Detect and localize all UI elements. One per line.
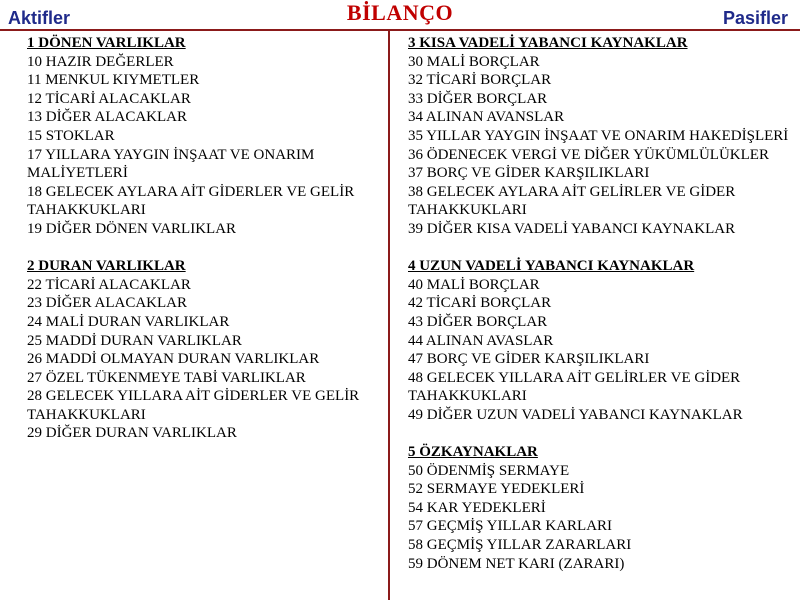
- assets-column: [27, 34, 382, 462]
- section-title: 1 DÖNEN VARLIKLAR: [27, 35, 186, 51]
- list-item: 17 YILLARA YAYGIN İNŞAAT VE ONARIM MALİYETLERİ: [27, 146, 315, 182]
- list-item: 25 MADDİ DURAN VARLIKLAR: [27, 332, 242, 349]
- section-short-term-liabilities: [408, 34, 796, 239]
- liabilities-header: Pasifler: [722, 8, 788, 28]
- list-item: 37 BORÇ VE GİDER KARŞILIKLARI: [408, 165, 650, 182]
- list-item: 39 DİĞER KISA VADELİ YABANCI KAYNAKLAR: [408, 220, 736, 237]
- header-divider: [0, 29, 800, 31]
- list-item: 54 KAR YEDEKLERİ: [408, 499, 546, 516]
- section-current-assets: [27, 34, 382, 239]
- list-item: 11 MENKUL KIYMETLER: [27, 72, 200, 89]
- list-item: 22 TİCARİ ALACAKLAR: [27, 276, 191, 293]
- list-item: 40 MALİ BORÇLAR: [408, 276, 540, 293]
- section-equity: [408, 443, 796, 573]
- list-item: 18 GELECEK AYLARA AİT GİDERLER VE GELİR TAHAKKUKLARI: [27, 183, 355, 219]
- list-item: 44 ALINAN AVASLAR: [408, 332, 554, 349]
- list-item: 24 MALİ DURAN VARLIKLAR: [27, 313, 230, 330]
- list-item: 33 DİĞER BORÇLAR: [408, 90, 548, 107]
- liabilities-column: [408, 34, 796, 592]
- list-item: 47 BORÇ VE GİDER KARŞILIKLARI: [408, 351, 650, 368]
- section-long-term-liabilities: [408, 257, 796, 424]
- list-item: 34 ALINAN AVANSLAR: [408, 109, 565, 126]
- list-item: 52 SERMAYE YEDEKLERİ: [408, 481, 585, 498]
- section-title: 4 UZUN VADELİ YABANCI KAYNAKLAR: [408, 258, 695, 275]
- page-title: BİLANÇO: [346, 0, 454, 25]
- list-item: 32 TİCARİ BORÇLAR: [408, 72, 552, 89]
- list-item: 26 MADDİ OLMAYAN DURAN VARLIKLAR: [27, 351, 320, 368]
- list-item: 48 GELECEK YILLARA AİT GELİRLER VE GİDER TAHAKKUKLARI: [408, 369, 741, 405]
- list-item: 27 ÖZEL TÜKENMEYE TABİ VARLIKLAR: [27, 369, 306, 386]
- list-item: 38 GELECEK AYLARA AİT GELİRLER VE GİDER TAHAKKUKLARI: [408, 183, 736, 219]
- section-title: 2 DURAN VARLIKLAR: [27, 258, 186, 275]
- list-item: 12 TİCARİ ALACAKLAR: [27, 90, 191, 107]
- column-divider: [388, 29, 390, 600]
- list-item: 23 DİĞER ALACAKLAR: [27, 295, 187, 312]
- list-item: 58 GEÇMİŞ YILLAR ZARARLARI: [408, 537, 632, 554]
- list-item: 35 YILLAR YAYGIN İNŞAAT VE ONARIM HAKEDİŞLERİ: [408, 127, 789, 144]
- list-item: 10 HAZIR DEĞERLER: [27, 53, 174, 70]
- list-item: 36 ÖDENECEK VERGİ VE DİĞER YÜKÜMLÜLÜKLER: [408, 146, 769, 163]
- list-item: 13 DİĞER ALACAKLAR: [27, 109, 187, 126]
- list-item: 28 GELECEK YILLARA AİT GİDERLER VE GELİR TAHAKKUKLARI: [27, 388, 360, 423]
- list-item: 19 DİĞER DÖNEN VARLIKLAR: [27, 220, 237, 237]
- list-item: 57 GEÇMİŞ YILLAR KARLARI: [408, 518, 613, 535]
- assets-header: Aktifler: [8, 8, 71, 28]
- section-title: 5 ÖZKAYNAKLAR: [408, 444, 538, 461]
- list-item: 59 DÖNEM NET KARI (ZARARI): [408, 555, 625, 572]
- list-item: 50 ÖDENMİŞ SERMAYE: [408, 462, 570, 479]
- section-title: 3 KISA VADELİ YABANCI KAYNAKLAR: [408, 35, 688, 51]
- list-item: 15 STOKLAR: [27, 127, 115, 144]
- section-fixed-assets: [27, 257, 382, 443]
- list-item: 42 TİCARİ BORÇLAR: [408, 295, 552, 312]
- list-item: 29 DİĞER DURAN VARLIKLAR: [27, 425, 237, 442]
- list-item: 43 DİĞER BORÇLAR: [408, 313, 548, 330]
- list-item: 30 MALİ BORÇLAR: [408, 53, 540, 70]
- list-item: 49 DİĞER UZUN VADELİ YABANCI KAYNAKLAR: [408, 406, 743, 423]
